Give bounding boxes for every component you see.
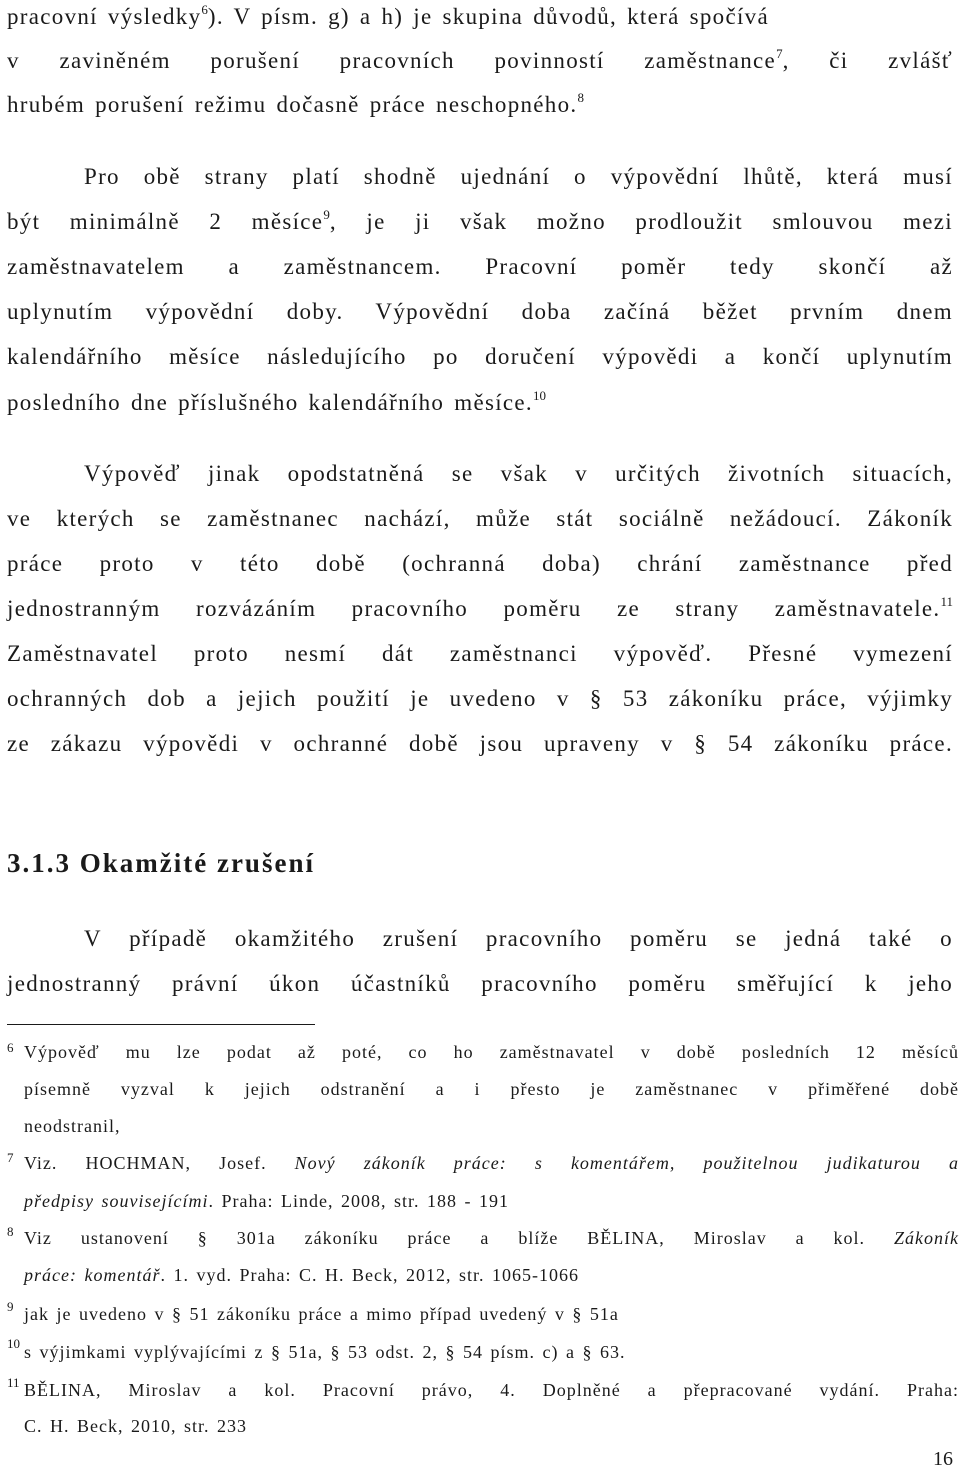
footnote-ref[interactable]: 7 [776,46,783,61]
footnote-number: 8 [7,1224,14,1239]
footnote-number: 9 [7,1299,14,1314]
text-line: hrubém porušení režimu dočasně práce neschopného.$^8$ [7,90,584,117]
footnote-separator [7,1024,315,1025]
footnote-line: s výjimkami vyplývajícími z § 51a, § 53 odst. 2, § 54 písm. c) a § 63. [24,1342,626,1362]
text-line: ochranných dob a jejich použití je uvedeno v § 53 zákoníku práce, výjimky [7,686,953,711]
footnote-line: jak je uvedeno v § 51 zákoníku práce a mimo případ uvedený v § 51a [24,1304,619,1324]
text-line: ze zákazu výpovědi v ochranné době jsou upraveny v § 54 zákoníku práce. [7,731,953,756]
text-line: jednostranným rozvázáním pracovního poměru ze strany zaměstnavatele.$^{11}$ [7,594,953,621]
footnote-number: 6 [7,1040,14,1055]
footnote-number: 7 [7,1150,14,1165]
text-line: pracovní výsledky$^6$). V písm. g) a h) je skupina důvodů, která spočívá [7,2,769,29]
footnote-line: práce: komentář. 1. vyd. Praha: C. H. Beck, 2012, str. 1065-1066 [24,1265,579,1285]
footnote-line: písemně vyzval k jejich odstranění a i přesto je zaměstnanec v přiměřené době [24,1079,959,1099]
text-line: Pro obě strany platí shodně ujednání o výpovědní lhůtě, která musí [84,164,953,189]
text-line: jednostranný právní úkon účastníků pracovního poměru směřující k jeho [7,971,953,996]
footnote-line: C. H. Beck, 2010, str. 233 [24,1416,247,1436]
footnote-ref[interactable]: 10 [532,388,546,403]
footnote-line: BĚLINA, Miroslav a kol. Pracovní právo, 4. Doplněné a přepracované vydání. Praha: [24,1380,959,1400]
section-heading: 3.1.3 Okamžité zrušení [7,848,315,878]
text-line: ve kterých se zaměstnanec nachází, může stát sociálně nežádoucí. Zákoník [7,506,953,531]
text-line: V případě okamžitého zrušení pracovního poměru se jedná také o [84,926,953,951]
footnote-line: předpisy souvisejícími. Praha: Linde, 2008, str. 188 - 191 [24,1191,509,1211]
footnote-ref[interactable]: 11 [940,594,953,609]
footnote-ref[interactable]: 8 [577,90,584,105]
footnote-line: Viz. HOCHMAN, Josef. Nový zákoník práce: s komentářem, použitelnou judikaturou a [24,1153,959,1173]
footnote-number: 10 [7,1336,20,1351]
text-line: v zaviněném porušení pracovních povinností zaměstnance$^7$, či zvlášť [7,46,953,73]
footnote-line: Viz ustanovení § 301a zákoníku práce a blíže BĚLINA, Miroslav a kol. Zákoník [24,1228,959,1248]
text-line: být minimálně 2 měsíce$^9$, je ji však možno prodloužit smlouvou mezi [7,207,953,234]
footnote-ref[interactable]: 9 [323,207,330,222]
text-line: Zaměstnavatel proto nesmí dát zaměstnanci výpověď. Přesné vymezení [7,641,953,666]
text-line: posledního dne příslušného kalendářního měsíce.$^{10}$ [7,388,546,415]
text-line: Výpověď jinak opodstatněná se však v určitých životních situacích, [84,461,953,486]
footnote-line: Výpověď mu lze podat až poté, co ho zaměstnavatel v době posledních 12 měsíců [24,1042,959,1062]
footnote-ref[interactable]: 6 [201,2,208,17]
text-line: práce proto v této době (ochranná doba) chrání zaměstnance před [7,551,953,576]
page-number: 16 [933,1448,953,1470]
footnote-line: neodstranil, [24,1116,121,1136]
footnote-number: 11 [7,1375,20,1390]
text-line: uplynutím výpovědní doby. Výpovědní doba začíná běžet prvním dnem [7,299,953,324]
text-line: kalendářního měsíce následujícího po doručení výpovědi a končí uplynutím [7,344,953,369]
text-line: zaměstnavatelem a zaměstnancem. Pracovní poměr tedy skončí až [7,254,953,279]
